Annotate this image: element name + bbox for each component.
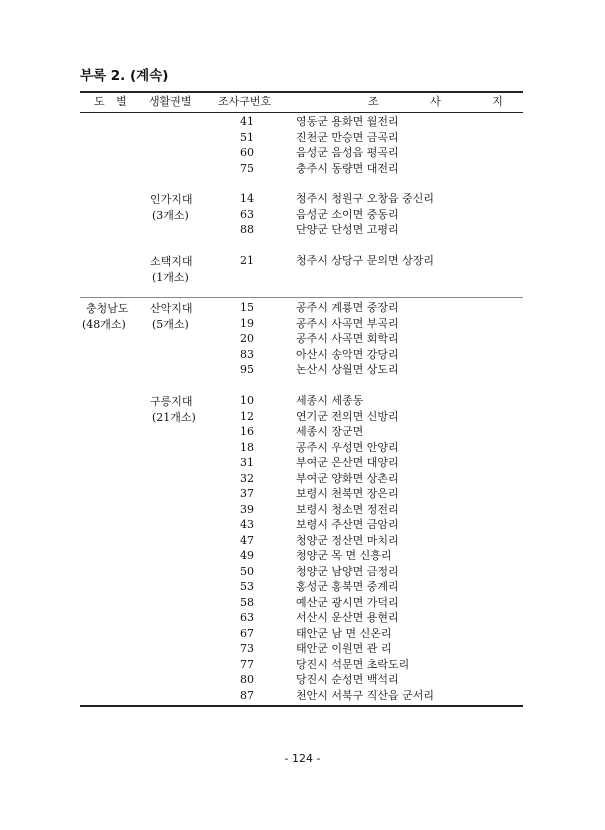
table-row bbox=[0, 393, 605, 409]
table-row bbox=[0, 347, 605, 363]
survey-number: 37 bbox=[240, 487, 254, 500]
survey-number: 63 bbox=[240, 611, 254, 624]
survey-number: 95 bbox=[240, 363, 254, 376]
province-label: 충청남도 bbox=[86, 302, 129, 315]
site-name: 음성군 음성읍 평곡리 bbox=[296, 146, 399, 159]
site-name: 부여군 양화면 상촌리 bbox=[296, 471, 399, 485]
site-name: 당진시 석문면 초락도리 bbox=[296, 657, 410, 671]
site-name: 공주시 우성면 안양리 bbox=[296, 440, 399, 454]
site-name: 공주시 사곡면 부곡리 bbox=[296, 316, 399, 330]
site-name: 청양군 정산면 마치리 bbox=[296, 533, 399, 547]
site-name: 보령시 주산면 금암리 bbox=[296, 518, 399, 531]
table-row bbox=[0, 657, 605, 673]
site-name: 예산군 광시면 가덕리 bbox=[296, 595, 399, 609]
survey-number: 49 bbox=[240, 549, 254, 562]
survey-number: 51 bbox=[240, 130, 254, 144]
site-name: 진천군 만승면 금곡리 bbox=[296, 130, 399, 144]
table-row bbox=[0, 610, 605, 626]
survey-number: 32 bbox=[240, 471, 254, 485]
header-survey-number: 조사구번호 bbox=[218, 95, 272, 108]
survey-number: 16 bbox=[240, 425, 254, 438]
site-name: 부여군 은산면 대양리 bbox=[296, 456, 399, 469]
survey-number: 39 bbox=[240, 502, 254, 516]
site-name: 당진시 순성면 백석리 bbox=[296, 673, 399, 686]
survey-number: 58 bbox=[240, 595, 254, 609]
survey-number: 83 bbox=[240, 347, 254, 361]
table-row bbox=[0, 455, 605, 471]
table-row bbox=[0, 253, 605, 269]
table-row bbox=[0, 564, 605, 580]
zone-count: (3개소) bbox=[152, 209, 189, 222]
site-name: 태안군 이원면 관 리 bbox=[296, 642, 392, 655]
survey-number: 21 bbox=[240, 254, 254, 267]
zone-label: 구릉지대 bbox=[150, 395, 193, 408]
table-top-rule bbox=[80, 91, 523, 93]
survey-number: 67 bbox=[240, 626, 254, 640]
survey-number: 12 bbox=[240, 409, 254, 423]
table-row bbox=[0, 595, 605, 611]
survey-number: 19 bbox=[240, 316, 254, 330]
table-bottom-rule bbox=[80, 705, 523, 707]
table-row bbox=[0, 626, 605, 642]
survey-number: 63 bbox=[240, 207, 254, 221]
site-name: 보령시 청소면 정전리 bbox=[296, 502, 399, 516]
zone-label: 산악지대 bbox=[150, 302, 193, 315]
zone-count: (5개소) bbox=[152, 318, 189, 331]
zone-count: (1개소) bbox=[152, 271, 189, 284]
site-name: 연기군 전의면 신방리 bbox=[296, 409, 399, 423]
survey-number: 15 bbox=[240, 301, 254, 314]
header-bottom-rule bbox=[80, 112, 523, 113]
table-row bbox=[0, 548, 605, 564]
table-row bbox=[0, 486, 605, 502]
site-name: 단양군 단성면 고평리 bbox=[296, 223, 399, 236]
site-name: 충주시 동량면 대전리 bbox=[296, 161, 399, 175]
table-row bbox=[0, 641, 605, 657]
table-row bbox=[0, 579, 605, 595]
survey-number: 80 bbox=[240, 673, 254, 686]
site-name: 청양군 남양면 금정리 bbox=[296, 564, 399, 578]
survey-number: 41 bbox=[240, 115, 254, 128]
survey-number: 60 bbox=[240, 146, 254, 159]
province-count: (48개소) bbox=[82, 318, 126, 331]
site-name: 청주시 청원구 오창읍 중신리 bbox=[296, 192, 435, 205]
table-row bbox=[0, 672, 605, 688]
table-row bbox=[0, 207, 605, 223]
table-row bbox=[0, 191, 605, 207]
survey-number: 50 bbox=[240, 564, 254, 578]
site-name: 태안군 남 면 신온리 bbox=[296, 626, 392, 640]
survey-number: 88 bbox=[240, 223, 254, 236]
table-row bbox=[0, 331, 605, 347]
survey-number: 10 bbox=[240, 394, 254, 407]
site-name: 아산시 송악면 강당리 bbox=[296, 347, 399, 361]
survey-number: 77 bbox=[240, 657, 254, 671]
header-site: 조 사 지 bbox=[368, 95, 527, 108]
survey-number: 20 bbox=[240, 332, 254, 345]
site-name: 음성군 소이면 중동리 bbox=[296, 207, 399, 221]
zone-count: (21개소) bbox=[152, 411, 196, 424]
site-name: 청주시 상당구 문의면 상장리 bbox=[296, 254, 435, 267]
site-name: 보령시 천북면 장은리 bbox=[296, 487, 399, 500]
site-name: 영동군 용화면 월전리 bbox=[296, 115, 399, 128]
table-row bbox=[0, 114, 605, 130]
table-row bbox=[0, 533, 605, 549]
header-province: 도 별 bbox=[94, 95, 131, 108]
table-row bbox=[0, 300, 605, 316]
table-row bbox=[0, 316, 605, 332]
site-name: 천안시 서북구 직산읍 군서리 bbox=[296, 688, 435, 702]
header-zone: 생활권별 bbox=[149, 95, 192, 108]
table-row bbox=[0, 440, 605, 456]
page-number: - 124 - bbox=[284, 752, 321, 765]
section-divider bbox=[80, 297, 523, 298]
table-row bbox=[0, 424, 605, 440]
survey-number: 87 bbox=[240, 688, 254, 702]
survey-number: 75 bbox=[240, 161, 254, 175]
table-row bbox=[0, 130, 605, 146]
table-row bbox=[0, 517, 605, 533]
site-name: 청양군 목 면 신흥리 bbox=[296, 549, 392, 562]
table-row bbox=[0, 222, 605, 238]
site-name: 세종시 세종동 bbox=[296, 394, 364, 407]
site-name: 공주시 사곡면 회학리 bbox=[296, 332, 399, 345]
survey-number: 47 bbox=[240, 533, 254, 547]
table-row bbox=[0, 362, 605, 378]
site-name: 홍성군 홍북면 중계리 bbox=[296, 580, 399, 593]
table-row bbox=[0, 409, 605, 425]
table-row bbox=[0, 688, 605, 704]
survey-number: 53 bbox=[240, 580, 254, 593]
survey-number: 43 bbox=[240, 518, 254, 531]
site-name: 서산시 운산면 용현리 bbox=[296, 611, 399, 624]
table-row bbox=[0, 471, 605, 487]
site-name: 세종시 장군면 bbox=[296, 425, 364, 438]
survey-number: 73 bbox=[240, 642, 254, 655]
zone-label: 인가지대 bbox=[150, 193, 193, 206]
appendix-title: 부록 2. (계속) bbox=[80, 68, 169, 84]
survey-number: 14 bbox=[240, 192, 254, 205]
site-name: 공주시 계룡면 중장리 bbox=[296, 301, 399, 314]
table-row bbox=[0, 502, 605, 518]
survey-number: 18 bbox=[240, 440, 254, 454]
survey-number: 31 bbox=[240, 456, 254, 469]
table-row bbox=[0, 145, 605, 161]
site-name: 논산시 상월면 상도리 bbox=[296, 363, 399, 376]
table-row bbox=[0, 161, 605, 177]
zone-label: 소택지대 bbox=[150, 255, 193, 268]
